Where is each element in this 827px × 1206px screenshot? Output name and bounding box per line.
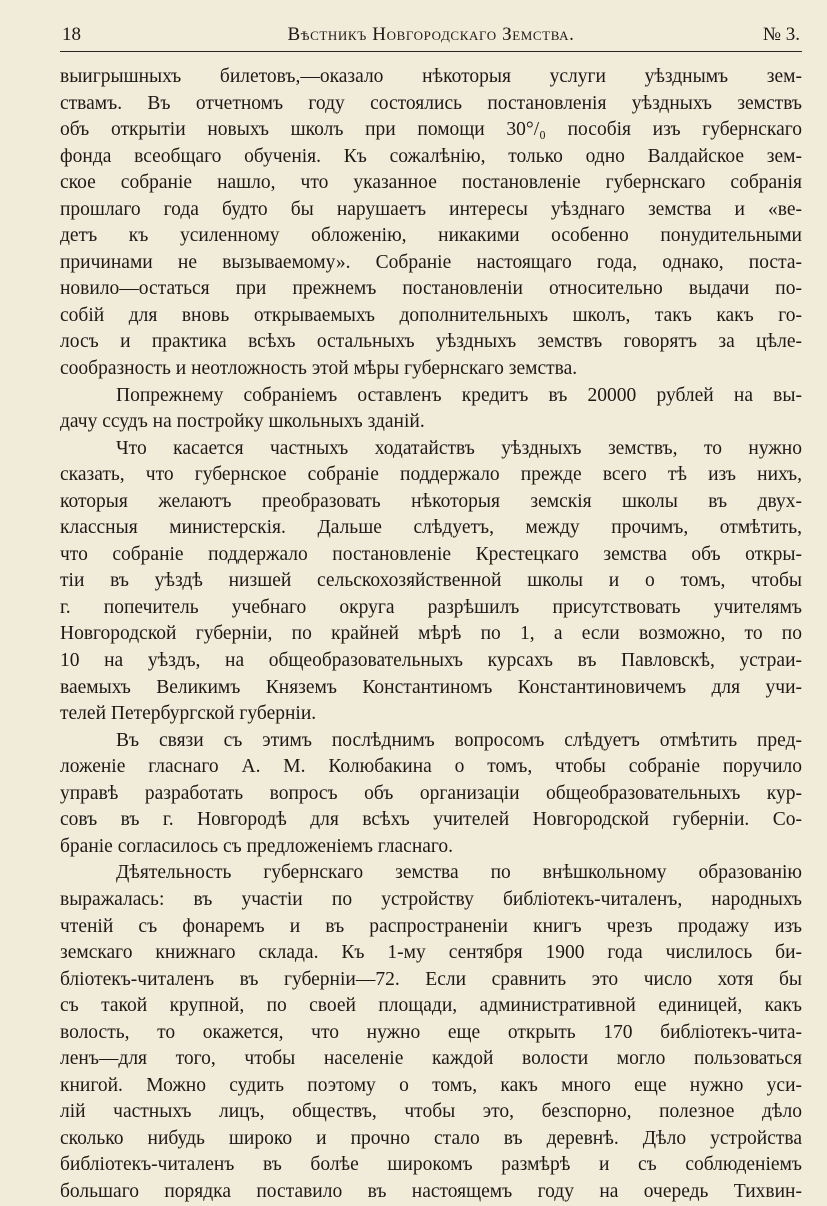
journal-title: Вѣстникъ Новгородскаго Земства. — [287, 24, 575, 45]
text-line: объ открытіи новыхъ школъ при помощи 30°/₀ пособія изъ губернскаго — [60, 119, 802, 141]
text-line: выигрышныхъ билетовъ,—оказало нѣкоторыя услуги уѣзднымъ зем- — [60, 66, 802, 87]
text-line: классныя министерскія. Дальше слѣдуетъ, между прочимъ, отмѣтить, — [60, 517, 802, 539]
text-line: г. попечитель учебнаго округа разрѣшилъ присутствовать учителямъ — [60, 596, 802, 618]
text-line: чтеній съ фонаремъ и въ распространеніи книгъ чрезъ продажу изъ — [60, 915, 802, 937]
page-number: 18 — [62, 24, 81, 45]
document-page — [60, 0, 802, 1202]
text-line: управѣ разработать вопросъ объ организаціи общеобразовательныхъ кур- — [60, 782, 802, 804]
text-line: тіи въ уѣздѣ низшей сельскохозяйственной школы и о томъ, чтобы — [60, 570, 802, 592]
text-line: библіотекъ-читаленъ въ болѣе широкомъ размѣрѣ и съ соблюденіемъ — [60, 1154, 802, 1176]
text-line: лій частныхъ лицъ, обществъ, чтобы это, безспорно, полезное дѣло — [60, 1101, 802, 1123]
text-line: 10 на уѣздъ, на общеобразовательныхъ курсахъ въ Павловскѣ, устраи- — [60, 650, 802, 672]
text-line: Новгородской губерніи, по крайней мѣрѣ по 1, а если возможно, то по — [60, 623, 802, 645]
text-line: Въ связи съ этимъ послѣднимъ вопросомъ слѣдуетъ отмѣтить пред- — [116, 729, 802, 751]
text-line: бліотекъ-читаленъ въ губерніи—72. Если сравнить это число хотя бы — [60, 968, 802, 990]
text-line: земскаго книжнаго склада. Къ 1-му сентября 1900 года числилось би- — [60, 942, 802, 964]
text-line: ложеніе гласнаго А. М. Колюбакина о томъ, чтобы собраніе поручило — [60, 756, 802, 778]
text-line: фонда всеобщаго обученія. Къ сожалѣнію, только одно Валдайское зем- — [60, 145, 802, 167]
text-line: большаго порядка поставило въ настоящемъ году на очередь Тихвин- — [60, 1180, 802, 1202]
text-line: Дѣятельность губернскаго земства по внѣшкольному образованію — [116, 862, 802, 884]
text-line: детъ къ усиленному обложенію, никакими особенно понудительными — [60, 225, 802, 247]
text-line: Попрежнему собраніемъ оставленъ кредитъ въ 20000 рублей на вы- — [116, 384, 802, 406]
text-line: причинами не вызываемому». Собраніе настоящаго года, однако, поста- — [60, 251, 802, 273]
text-line: ское собраніе нашло, что указанное постановленіе губернскаго собранія — [60, 172, 802, 194]
text-line: сказать, что губернское собраніе поддержало прежде всего тѣ изъ нихъ, — [60, 464, 802, 486]
text-line: книгой. Можно судить поэтому о томъ, какъ много еще нужно уси- — [60, 1074, 802, 1096]
text-line: ленъ—для того, чтобы населеніе каждой волости могло пользоваться — [60, 1048, 802, 1070]
text-line: ствамъ. Въ отчетномъ году состоялись постановленія уѣздныхъ земствъ — [60, 92, 802, 114]
text-line: лосъ и практика всѣхъ остальныхъ уѣздныхъ земствъ говорятъ за цѣле- — [60, 331, 802, 353]
text-line: совъ въ г. Новгородѣ для всѣхъ учителей Новгородской губерніи. Со- — [60, 809, 802, 831]
text-line: дачу ссудъ на постройку школьныхъ зданій. — [60, 411, 425, 433]
text-line: которыя желаютъ преобразовать нѣкоторыя земскія школы въ двух- — [60, 490, 802, 512]
text-line: прошлаго года будто бы нарушаетъ интересы уѣзднаго земства и «ве- — [60, 198, 802, 220]
text-line: Что касается частныхъ ходатайствъ уѣздныхъ земствъ, то нужно — [116, 437, 802, 459]
header-rule — [60, 51, 802, 52]
text-line: собій для вновь открываемыхъ дополнительныхъ школъ, такъ какъ го- — [60, 304, 802, 326]
text-line: телей Петербургской губерніи. — [60, 703, 317, 725]
issue-number: № 3. — [762, 24, 800, 45]
running-header — [60, 22, 802, 48]
text-line: что собраніе поддержало постановленіе Крестецкаго земства объ откры- — [60, 543, 802, 565]
body-text — [60, 64, 802, 1206]
text-line: ваемыхъ Великимъ Княземъ Константиномъ Константиновичемъ для учи- — [60, 676, 802, 698]
text-line: волость, то окажется, что нужно еще открыть 170 библіотекъ-чита- — [60, 1021, 802, 1043]
text-line: сообразность и неотложность этой мѣры губернскаго земства. — [60, 358, 578, 380]
text-line: сколько нибудь широко и прочно стало въ деревнѣ. Дѣло устройства — [60, 1127, 802, 1149]
text-line: съ такой крупной, по своей площади, административной единицей, какъ — [60, 995, 802, 1017]
text-line: браніе согласилось съ предложеніемъ гласнаго. — [60, 835, 454, 857]
text-line: выражалась: въ участіи по устройству библіотекъ-читаленъ, народныхъ — [60, 888, 802, 910]
text-line: новило—остаться при прежнемъ постановленіи относительно выдачи по- — [60, 278, 802, 300]
